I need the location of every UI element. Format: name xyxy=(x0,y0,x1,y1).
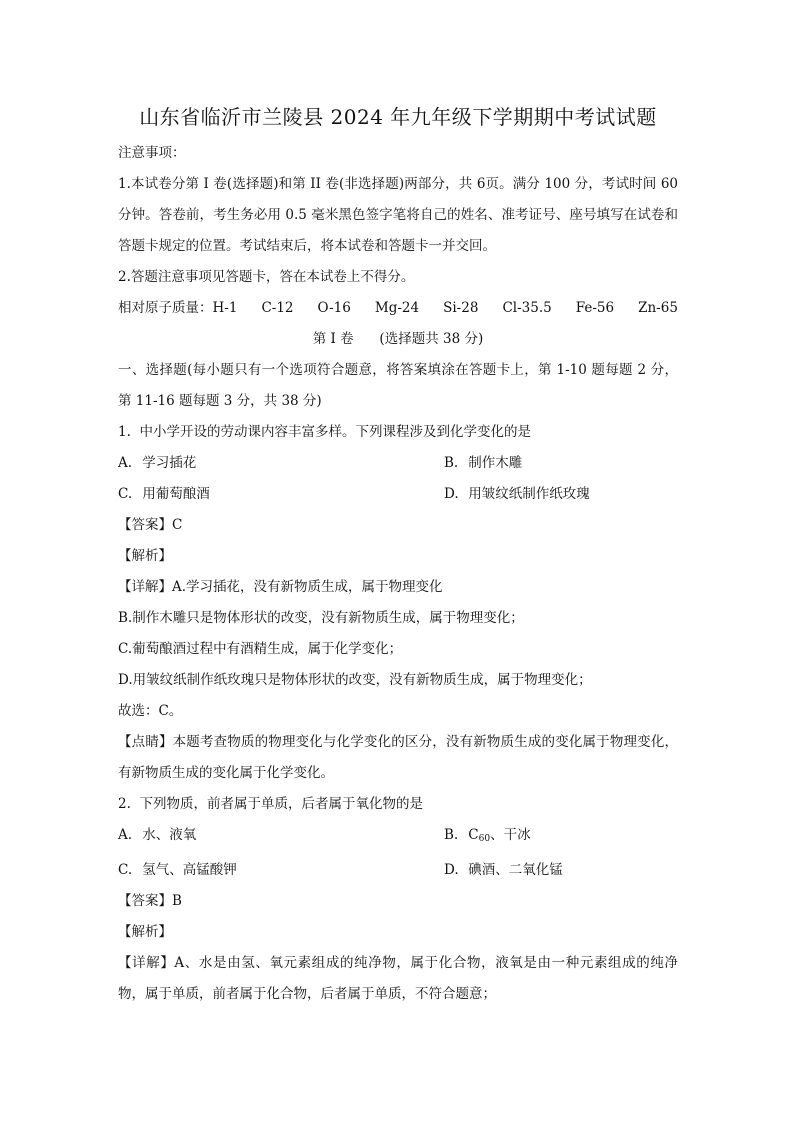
option-text: 氢气、高锰酸钾 xyxy=(142,862,237,878)
option-letter: C. xyxy=(118,486,133,502)
option-text xyxy=(468,827,530,843)
notice-heading: 注意事项： xyxy=(118,145,186,161)
option-text: 学习插花 xyxy=(142,455,197,471)
atomic-masses-row xyxy=(118,293,678,324)
option-text: 用葡萄酿酒 xyxy=(142,486,210,502)
question-1-options xyxy=(118,448,678,510)
notice-item-2: 2.答题注意事项见答题卡，答在本试卷上不得分。 xyxy=(118,269,415,285)
option-text: 水、液氧 xyxy=(142,827,197,843)
option-d xyxy=(444,479,678,510)
atomic-mass-item: Si-28 xyxy=(443,300,479,316)
question-1-conclusion: 故选：C。 xyxy=(118,703,183,719)
option-letter: A. xyxy=(118,455,133,471)
option-letter: B. xyxy=(444,827,459,843)
option-a xyxy=(118,448,444,479)
question-2-options xyxy=(118,820,678,886)
option-letter: A. xyxy=(118,827,133,843)
atomic-mass-item: Zn-65 xyxy=(638,300,678,316)
atomic-mass-item: C-12 xyxy=(261,300,294,316)
option-d xyxy=(444,855,678,886)
question-2-answer: 【答案】B xyxy=(118,893,182,909)
option-c xyxy=(118,479,444,510)
question-1-key-point: 【点睛】本题考查物质的物理变化与化学变化的区分，没有新物质生成的变化属于物理变化，有新物质生成的变化属于化学变化。 xyxy=(118,734,678,781)
option-text: 制作木雕 xyxy=(468,455,523,471)
option-letter: D. xyxy=(444,486,459,502)
option-c xyxy=(118,855,444,886)
formula-element: C xyxy=(468,827,479,843)
formula-subscript: 60 xyxy=(478,834,491,844)
notice-item-1: 1.本试卷分第 I 卷(选择题)和第 II 卷(非选择题)两部分，共 6页。满分 100 分，考试时间 60 分钟。答卷前，考生务必用 0.5 毫米黑色签字笔将自己的姓名、准考证号、座号填写在试卷和答题卡规定的位置。考试结束后，将本试卷和答题卡一并交回。 xyxy=(118,176,678,254)
option-letter: D. xyxy=(444,862,459,878)
question-2-analysis-label: 【解析】 xyxy=(118,924,172,940)
question-1-detail-line: B.制作木雕只是物体形状的改变，没有新物质生成，属于物理变化； xyxy=(118,610,524,626)
question-1-answer: 【答案】C xyxy=(118,517,183,533)
section-heading: 一、选择题(每小题只有一个选项符合题意，将答案填涂在答题卡上，第 1-10 题每题 2 分，第 11-16 题每题 3 分，共 38 分) xyxy=(118,362,678,409)
question-1-detail-line: C.葡萄酿酒过程中有酒精生成，属于化学变化； xyxy=(118,641,403,657)
atomic-mass-item: O-16 xyxy=(317,300,351,316)
question-1-detail-line: D.用皱纹纸制作纸玫瑰只是物体形状的改变，没有新物质生成，属于物理变化； xyxy=(118,672,592,688)
atomic-masses-label: 相对原子质量：H-1 xyxy=(118,300,238,316)
atomic-mass-item: Cl-35.5 xyxy=(502,300,552,316)
option-b xyxy=(444,448,678,479)
atomic-mass-item: Fe-56 xyxy=(575,300,615,316)
option-text: 碘酒、二氧化锰 xyxy=(468,862,563,878)
option-a xyxy=(118,820,444,855)
question-2-stem: 2. 下列物质，前者属于单质，后者属于氧化物的是 xyxy=(118,796,423,812)
option-text-rest: 、干冰 xyxy=(490,827,531,843)
page-title: 山东省临沂市兰陵县 2024 年九年级下学期期中考试试题 xyxy=(139,105,657,129)
exam-page xyxy=(118,102,678,1010)
volume-header: 第 I 卷 (选择题共 38 分) xyxy=(312,331,484,347)
option-b xyxy=(444,820,678,855)
question-1-detail-line: 【详解】A.学习插花，没有新物质生成，属于物理变化 xyxy=(118,579,443,595)
option-letter: C. xyxy=(118,862,133,878)
option-text: 用皱纹纸制作纸玫瑰 xyxy=(468,486,590,502)
atomic-mass-item: Mg-24 xyxy=(374,300,420,316)
question-1-analysis-label: 【解析】 xyxy=(118,548,172,564)
question-2-detail: 【详解】A、水是由氢、氧元素组成的纯净物，属于化合物，液氧是由一种元素组成的纯净物，属于单质，前者属于化合物，后者属于单质，不符合题意； xyxy=(118,955,678,1002)
option-letter: B. xyxy=(444,455,459,471)
question-1-stem: 1. 中小学开设的劳动课内容丰富多样。下列课程涉及到化学变化的是 xyxy=(118,424,531,440)
